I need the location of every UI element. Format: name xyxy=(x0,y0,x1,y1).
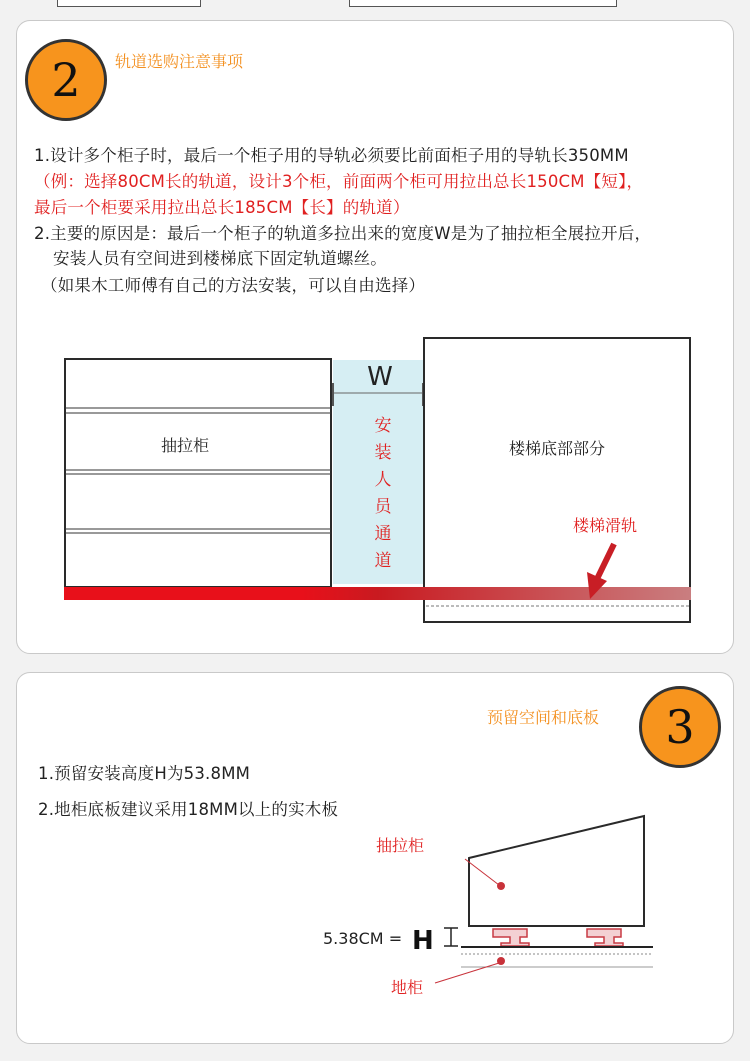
base-pointer-dot xyxy=(497,957,505,965)
previous-section-edge-right xyxy=(349,0,617,7)
note-line-2-cont: 安装人员有空间进到楼梯底下固定轨道螺丝。 xyxy=(53,249,387,268)
rail-diagram xyxy=(17,21,735,655)
height-value: 5.38CM = xyxy=(323,929,403,948)
top-strip xyxy=(0,0,750,8)
note-line-1: 1.预留安装高度H为53.8MM xyxy=(38,764,251,783)
rail-notes-card xyxy=(16,20,734,654)
passage-char: 人 xyxy=(374,470,392,490)
h-label: H xyxy=(412,926,434,956)
drawer-label: 抽拉柜 xyxy=(375,836,425,855)
note-line-2: 2.主要的原因是：最后一个柜子的轨道多拉出来的宽度W是为了抽拉柜全展拉开后， xyxy=(34,224,652,243)
base-label: 地柜 xyxy=(390,978,424,997)
section-number-badge: 2 xyxy=(25,39,107,121)
drawer-pointer-dot xyxy=(497,882,505,890)
note-line-1: 1.设计多个柜子时，最后一个柜子用的导轨必须要比前面柜子用的导轨长350MM xyxy=(34,146,629,165)
height-diagram xyxy=(17,673,735,1045)
drawer-label: 抽拉柜 xyxy=(160,436,210,455)
previous-section-edge-left xyxy=(57,0,201,7)
note-example-line-1: （例：选择80CM长的轨道，设计3个柜，前面两个柜可用拉出总长150CM【短】， xyxy=(34,172,644,191)
base-pointer-line xyxy=(435,963,499,983)
passage-char: 员 xyxy=(374,497,392,517)
section-number-badge: 3 xyxy=(639,686,721,768)
stair-label: 楼梯底部部分 xyxy=(508,439,606,458)
w-label: W xyxy=(367,362,393,392)
stair-block xyxy=(424,338,690,622)
note-line-2: 2.地柜底板建议采用18MM以上的实木板 xyxy=(38,800,339,819)
section-title: 预留空间和底板 xyxy=(487,708,600,727)
passage-char: 通 xyxy=(374,524,392,544)
passage-char: 道 xyxy=(374,551,392,571)
passage-char: 装 xyxy=(374,443,392,463)
section-title: 轨道选购注意事项 xyxy=(115,52,244,71)
drawer-cabinet-shape xyxy=(469,816,644,926)
rail-profile xyxy=(587,929,623,946)
note-example-line-2: 最后一个柜要采用拉出总长185CM【长】的轨道） xyxy=(34,198,410,217)
rail-profile xyxy=(493,929,529,946)
passage-char: 安 xyxy=(374,416,392,436)
note-line-3: （如果木工师傅有自己的方法安装，可以自由选择） xyxy=(41,276,426,295)
rail-label: 楼梯滑轨 xyxy=(572,516,638,535)
drawer-cabinet xyxy=(65,359,331,587)
reserved-space-card xyxy=(16,672,734,1044)
